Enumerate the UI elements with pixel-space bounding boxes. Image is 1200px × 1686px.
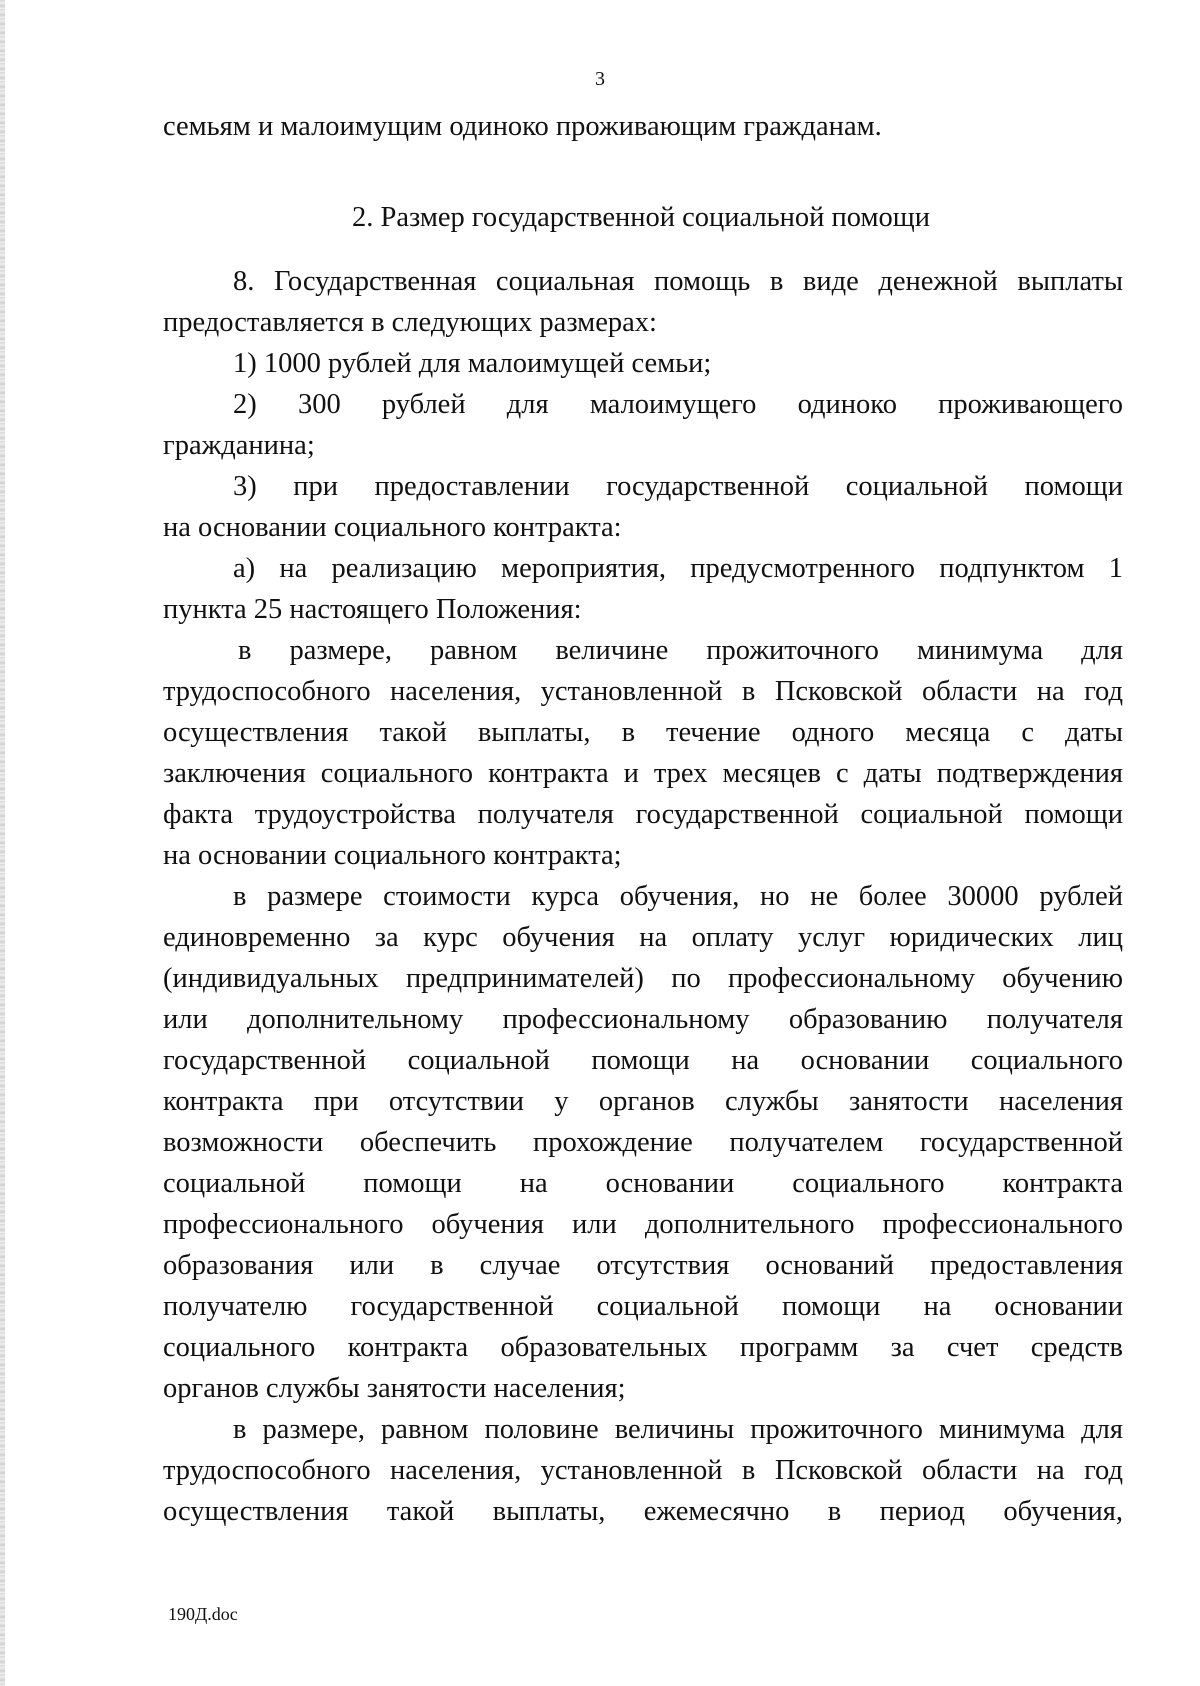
body-line: образования или в случае отсутствия оснований предоставления <box>163 1250 1123 1281</box>
body-line: социального контракта образовательных программ за счет средств <box>163 1332 1123 1363</box>
body-line: в размере, равном половине величины прожиточного минимума для <box>233 1414 1123 1445</box>
body-line: возможности обеспечить прохождение получателем государственной <box>163 1127 1123 1158</box>
body-text <box>163 261 1123 1532</box>
body-line: пункта 25 настоящего Положения: <box>163 594 582 625</box>
intro-line: семьям и малоимущим одиноко проживающим гражданам. <box>163 111 882 142</box>
body-line: в размере стоимости курса обучения, но не более 30000 рублей <box>233 881 1123 912</box>
body-line: факта трудоустройства получателя государственной социальной помощи <box>163 799 1123 830</box>
page-number: 3 <box>595 68 605 90</box>
body-line: 8. Государственная социальная помощь в виде денежной выплаты <box>233 266 1123 297</box>
body-line: осуществления такой выплаты, ежемесячно в период обучения, <box>163 1496 1123 1527</box>
body-line: трудоспособного населения, установленной в Псковской области на год <box>163 676 1123 707</box>
body-line: единовременно за курс обучения на оплату услуг юридических лиц <box>163 922 1123 953</box>
body-line: контракта при отсутствии у органов службы занятости населения <box>163 1086 1123 1117</box>
body-line: в размере, равном величине прожиточного минимума для <box>238 635 1123 666</box>
body-line: получателю государственной социальной помощи на основании <box>163 1291 1123 1322</box>
body-line: социальной помощи на основании социального контракта <box>163 1168 1123 1199</box>
intro-paragraph <box>163 106 1123 147</box>
body-line: трудоспособного населения, установленной в Псковской области на год <box>163 1455 1123 1486</box>
body-line: государственной социальной помощи на основании социального <box>163 1045 1123 1076</box>
body-line: или дополнительному профессиональному образованию получателя <box>163 1004 1123 1035</box>
body-line: на основании социального контракта: <box>163 512 622 543</box>
body-line: предоставляется в следующих размерах: <box>163 307 657 338</box>
body-line: профессионального обучения или дополнительного профессионального <box>163 1209 1123 1240</box>
section-heading: 2. Размер государственной социальной помощи <box>351 202 930 233</box>
body-line: на основании социального контракта; <box>163 840 622 871</box>
body-line: 3) при предоставлении государственной социальной помощи <box>233 471 1123 502</box>
body-line: 1) 1000 рублей для малоимущей семьи; <box>233 348 712 379</box>
scan-edge <box>0 0 5 1686</box>
body-line: осуществления такой выплаты, в течение одного месяца с даты <box>163 717 1123 748</box>
body-line: гражданина; <box>163 430 315 461</box>
body-line: заключения социального контракта и трех месяцев с даты подтверждения <box>163 758 1123 789</box>
body-line: 2) 300 рублей для малоимущего одиноко проживающего <box>233 389 1123 420</box>
body-line: а) на реализацию мероприятия, предусмотренного подпунктом 1 <box>233 553 1123 584</box>
file-name-footer: 190Д.doc <box>168 1604 238 1624</box>
body-line: органов службы занятости населения; <box>163 1373 626 1404</box>
body-line: (индивидуальных предпринимателей) по профессиональному обучению <box>163 963 1123 994</box>
